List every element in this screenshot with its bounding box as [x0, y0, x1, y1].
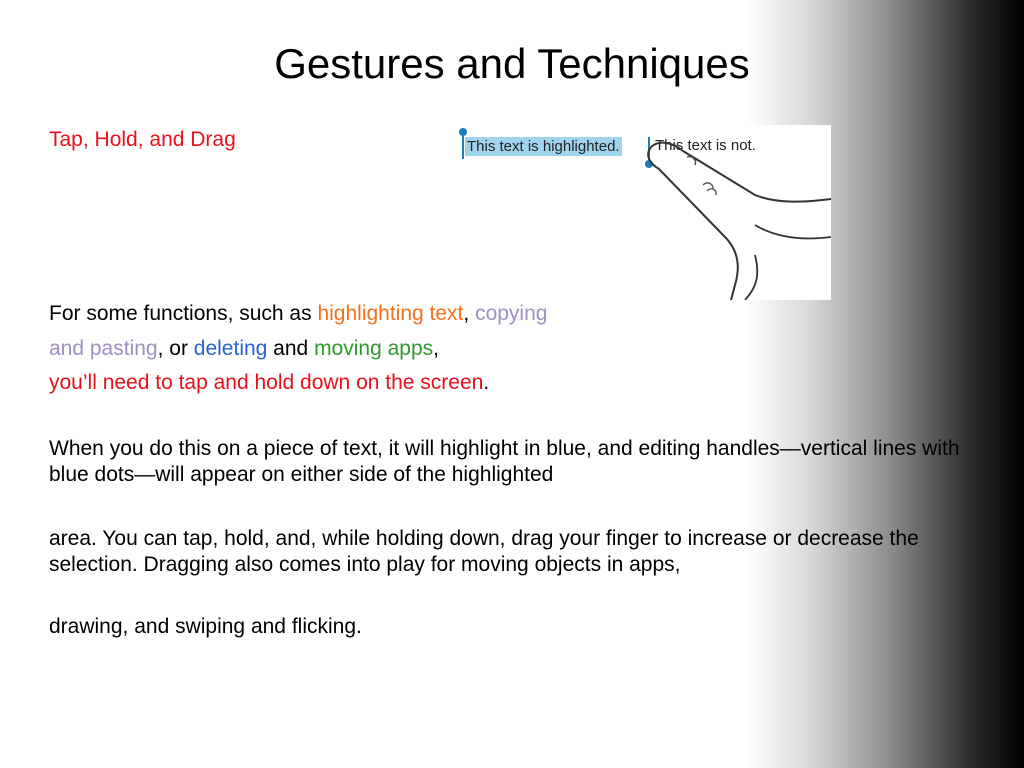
- paragraph-drag-selection: area. You can tap, hold, and, while holding down, drag your finger to increase or decrease the selection. Dragging also comes into play for moving objects in apps,: [49, 527, 919, 576]
- finger-illustration: [455, 125, 831, 300]
- fingernail-mark-2: [707, 189, 716, 195]
- paragraph-drawing-swiping: drawing, and swiping and flicking.: [49, 615, 362, 638]
- tap-hold-drag-illustration: [455, 125, 831, 300]
- illustration-highlighted-text: This text is highlighted.: [467, 138, 620, 155]
- p1-and-pasting: and pasting: [49, 336, 158, 360]
- p1-text-2: ,: [463, 302, 476, 325]
- paragraph-highlight-blue: When you do this on a piece of text, it will highlight in blue, and editing handles—vertical lines with blue dots—will appear on either side of the highlighted: [49, 437, 960, 486]
- finger-bottom-outline: [648, 147, 738, 300]
- p1-text-4: and: [267, 336, 315, 360]
- p1-copying: copying: [475, 302, 548, 325]
- left-handle-dot-icon: [459, 128, 467, 136]
- p1-text-5: ,: [433, 336, 439, 360]
- paragraph-functions: [49, 297, 689, 401]
- p1-moving-apps: moving apps: [314, 336, 434, 360]
- hand-crease-1: [755, 225, 831, 239]
- slide-subtitle: Tap, Hold, and Drag: [49, 128, 236, 151]
- p1-text-3: , or: [157, 336, 194, 360]
- p1-highlighting-text: highlighting text: [317, 302, 464, 325]
- illustration-plain-text: This text is not.: [655, 137, 756, 154]
- finger-top-outline: [651, 143, 831, 202]
- p1-text-6: .: [483, 371, 490, 394]
- slide-title: Gestures and Techniques: [274, 40, 750, 87]
- p1-text-1: For some functions, such as: [49, 302, 318, 325]
- thumb-outline: [745, 255, 757, 300]
- fingernail-mark-1: [703, 183, 713, 189]
- p1-tap-and-hold: you’ll need to tap and hold down on the screen: [49, 371, 484, 394]
- p1-deleting: deleting: [193, 336, 268, 360]
